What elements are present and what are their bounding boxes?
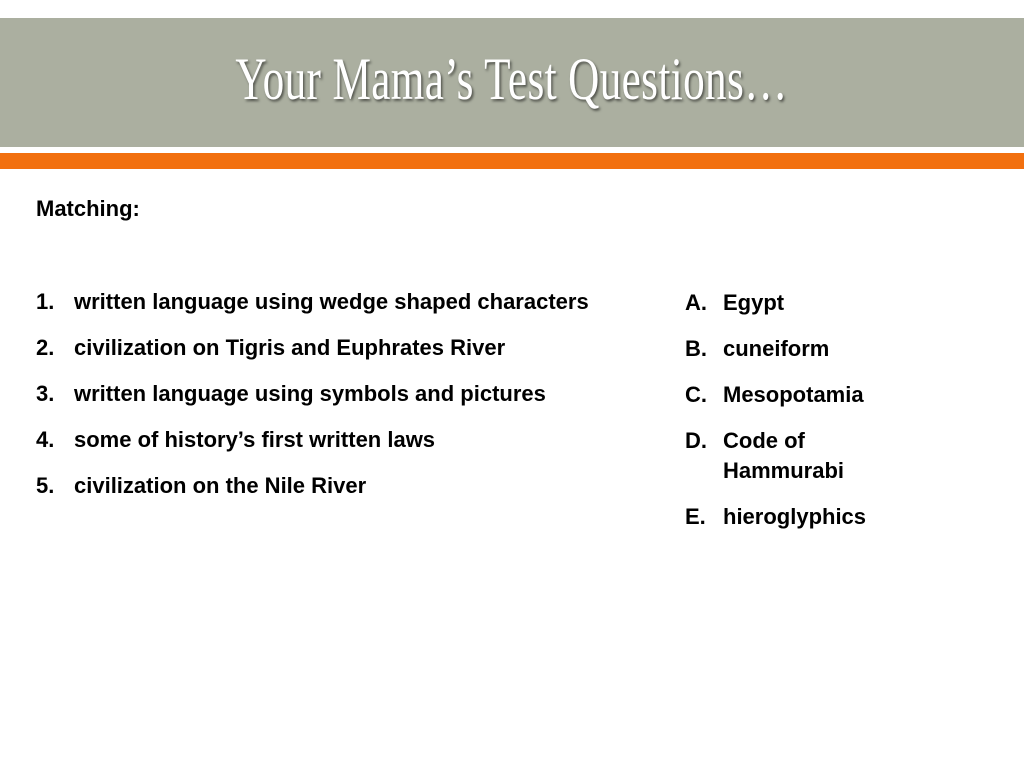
- answer-text: Mesopotamia: [723, 382, 864, 407]
- question-text: written language using symbols and pictures: [74, 381, 546, 406]
- answer-letter: D.: [685, 428, 707, 453]
- question-text: written language using wedge shaped characters: [74, 289, 589, 314]
- question-item: [36, 333, 636, 363]
- question-item: [36, 471, 636, 501]
- slide-title: Your Mama’s Test Questions…: [235, 46, 789, 112]
- answer-item: [685, 426, 905, 486]
- question-text: civilization on Tigris and Euphrates River: [74, 335, 506, 360]
- answer-text: Code of Hammurabi: [723, 428, 845, 483]
- section-label: Matching:: [36, 196, 140, 221]
- answer-letter: C.: [685, 382, 707, 407]
- answer-letter: A.: [685, 290, 707, 315]
- question-item: [36, 379, 636, 409]
- answer-letter: E.: [685, 504, 706, 529]
- answer-letter: B.: [685, 336, 707, 361]
- question-text: some of history’s first written laws: [74, 427, 436, 452]
- answer-text: hieroglyphics: [723, 504, 867, 529]
- answer-list: [685, 288, 905, 548]
- question-number: 1.: [36, 289, 55, 314]
- answer-text: Egypt: [723, 290, 785, 315]
- question-item: [36, 287, 636, 317]
- answer-text: cuneiform: [723, 336, 830, 361]
- question-list: [36, 287, 636, 517]
- question-text: civilization on the Nile River: [74, 473, 367, 498]
- question-number: 5.: [36, 473, 55, 498]
- question-item: [36, 425, 636, 455]
- answer-item: [685, 502, 905, 532]
- question-number: 2.: [36, 335, 55, 360]
- answer-item: [685, 334, 905, 364]
- answer-item: [685, 380, 905, 410]
- question-number: 3.: [36, 381, 55, 406]
- question-number: 4.: [36, 427, 55, 452]
- answer-item: [685, 288, 905, 318]
